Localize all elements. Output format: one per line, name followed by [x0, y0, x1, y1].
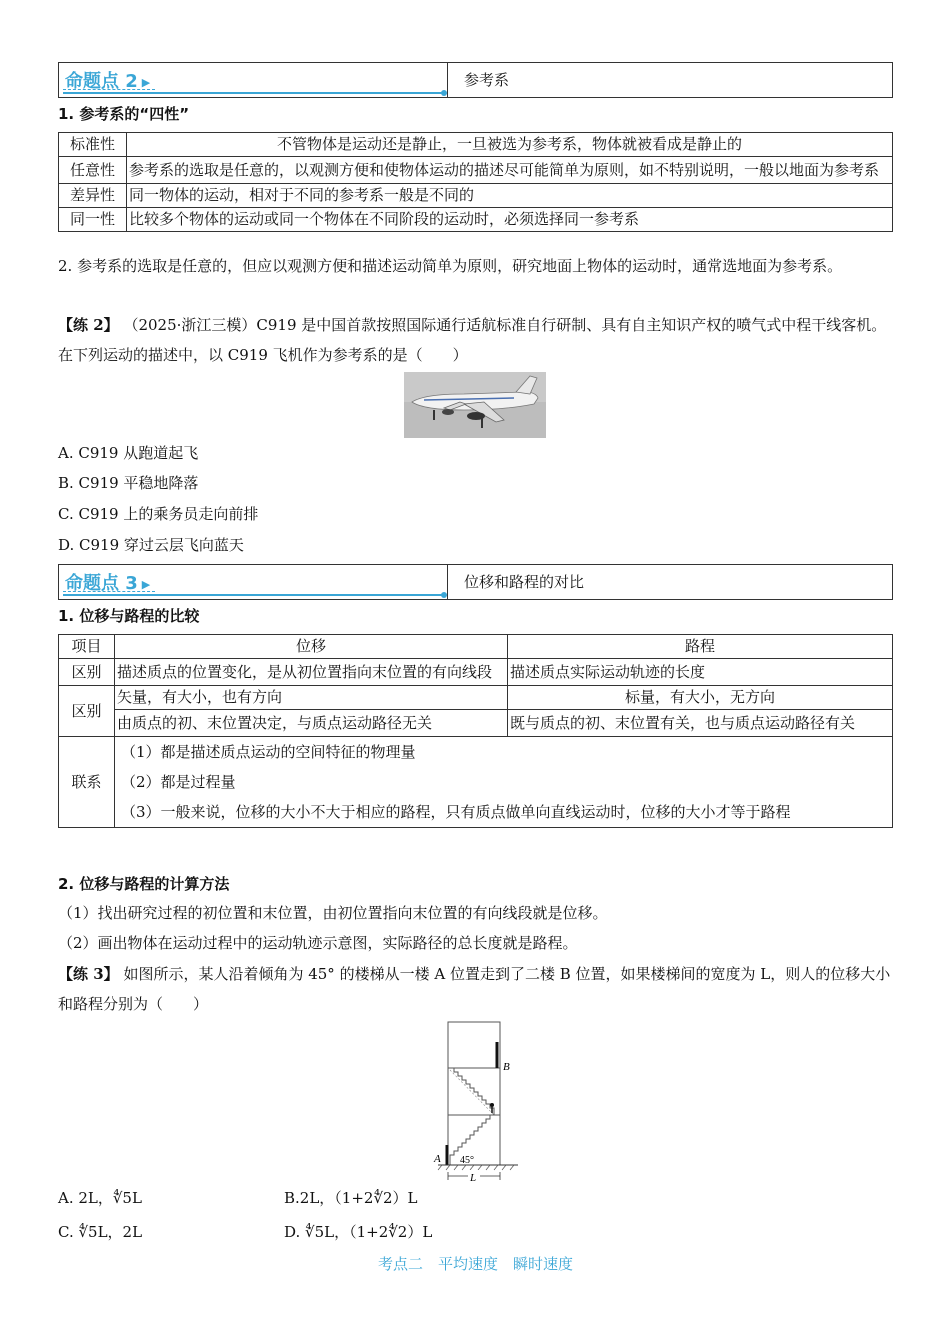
topic-header-3 — [58, 564, 893, 600]
table-cell-label: 同一性 — [59, 208, 127, 232]
topic-badge-label: 命题点 3 ▶ — [65, 573, 151, 594]
table-row — [59, 184, 893, 208]
exercise-tag: 【练 2】 — [58, 316, 119, 334]
table-cell: 矢量，有大小，也有方向 — [115, 686, 508, 710]
paragraph: 2. 参考系的选取是任意的，但应以观测方便和描述运动简单为原则，研究地面上物体的运动时，通常选地面为参考系。 — [58, 257, 843, 275]
exercise-2 — [58, 310, 893, 370]
table-cell: 比较多个物体的运动或同一个物体在不同阶段的运动时，必须选择同一参考系 — [127, 208, 893, 232]
table-header-cell: 路程 — [508, 635, 893, 659]
table-cell: 标量，有大小，无方向 — [508, 686, 893, 710]
table-row — [59, 686, 893, 710]
table-row — [59, 659, 893, 686]
table-cell: 由质点的初、末位置决定，与质点运动路径无关 — [115, 710, 508, 737]
topic-badge-label: 命题点 2 ▶ — [65, 71, 151, 92]
table-cell-label: 区别 — [59, 659, 115, 686]
label-angle: 45° — [460, 1155, 474, 1166]
option-d: D. C919 穿过云层飞向蓝天 — [58, 536, 244, 554]
exercise-tag: 【练 3】 — [58, 965, 119, 983]
table-cell-label: 联系 — [59, 737, 115, 828]
option-a: A. C919 从跑道起飞 — [58, 444, 199, 462]
table-cell — [115, 737, 893, 828]
arrow-right-icon: ▶ — [141, 75, 151, 89]
table-row — [59, 208, 893, 232]
reference-frame-table — [58, 132, 893, 232]
exercise-text: （2025·浙江三模）C919 是中国首款按照国际通行适航标准自行研制、具有自主知识产权的喷气式中程干线客机。在下列运动的描述中，以 C919 飞机作为参考系的是（ ） — [58, 316, 887, 364]
option-b: B. C919 平稳地降落 — [58, 474, 199, 492]
arrow-right-icon: ▶ — [141, 577, 151, 591]
section-heading: 2. 位移与路程的计算方法 — [58, 875, 230, 893]
table-cell-label: 区别 — [59, 686, 115, 737]
c919-airplane-image — [404, 372, 546, 438]
table-header-cell: 位移 — [115, 635, 508, 659]
table-cell: 不管物体是运动还是静止，一旦被选为参考系，物体就被看成是静止的 — [127, 133, 893, 157]
table-cell: 描述质点实际运动轨迹的长度 — [508, 659, 893, 686]
table-row — [59, 737, 893, 828]
table-cell-label: 任意性 — [59, 157, 127, 184]
relation-line: （1）都是描述质点运动的空间特征的物理量 — [121, 743, 416, 761]
table-cell: 参考系的选取是任意的，以观测方便和使物体运动的描述尽可能简单为原则，如不特别说明，一般以地面为参考系 — [127, 157, 893, 184]
next-section-title: 考点二 平均速度 瞬时速度 — [377, 1255, 573, 1273]
table-cell-label: 差异性 — [59, 184, 127, 208]
topic-title: 参考系 — [464, 71, 510, 89]
table-cell: 同一物体的运动，相对于不同的参考系一般是不同的 — [127, 184, 893, 208]
exercise-text: 如图所示，某人沿着倾角为 45° 的楼梯从一楼 A 位置走到了二楼 B 位置，如果楼梯间的宽度为 L，则人的位移大小和路程分别为（ ） — [58, 965, 891, 1013]
option-d: D. ∜5L，（1+2∜2）L — [284, 1223, 433, 1241]
section-heading: 1. 位移与路程的比较 — [58, 607, 200, 625]
label-a: A — [434, 1153, 441, 1165]
exercise-3 — [58, 959, 893, 1019]
option-b: B.2L，（1+2∜2）L — [284, 1189, 418, 1207]
relation-line: （3）一般来说，位移的大小不大于相应的路程，只有质点做单向直线运动时，位移的大小才等于路程 — [121, 803, 791, 821]
displacement-path-table — [58, 634, 893, 828]
option-c: C. ∜5L，2L — [58, 1223, 143, 1241]
topic-badge — [59, 63, 448, 97]
label-l: L — [470, 1172, 477, 1184]
topic-title: 位移和路程的对比 — [464, 573, 585, 591]
label-b: B — [503, 1061, 510, 1073]
table-header-cell: 项目 — [59, 635, 115, 659]
section-heading: 1. 参考系的“四性” — [58, 105, 190, 123]
table-row — [59, 157, 893, 184]
staircase-diagram — [428, 1020, 528, 1185]
option-a: A. 2L，∜5L — [58, 1189, 142, 1207]
topic-badge — [59, 565, 448, 599]
paragraph: （2）画出物体在运动过程中的运动轨迹示意图，实际路径的总长度就是路程。 — [58, 934, 578, 952]
table-cell: 既与质点的初、末位置有关，也与质点运动路径有关 — [508, 710, 893, 737]
table-row — [59, 710, 893, 737]
table-cell: 描述质点的位置变化，是从初位置指向末位置的有向线段 — [115, 659, 508, 686]
table-header-row — [59, 635, 893, 659]
table-cell-label: 标准性 — [59, 133, 127, 157]
table-row — [59, 133, 893, 157]
relation-line: （2）都是过程量 — [121, 773, 236, 791]
option-c: C. C919 上的乘务员走向前排 — [58, 505, 259, 523]
topic-header-2 — [58, 62, 893, 98]
paragraph: （1）找出研究过程的初位置和末位置，由初位置指向末位置的有向线段就是位移。 — [58, 904, 608, 922]
